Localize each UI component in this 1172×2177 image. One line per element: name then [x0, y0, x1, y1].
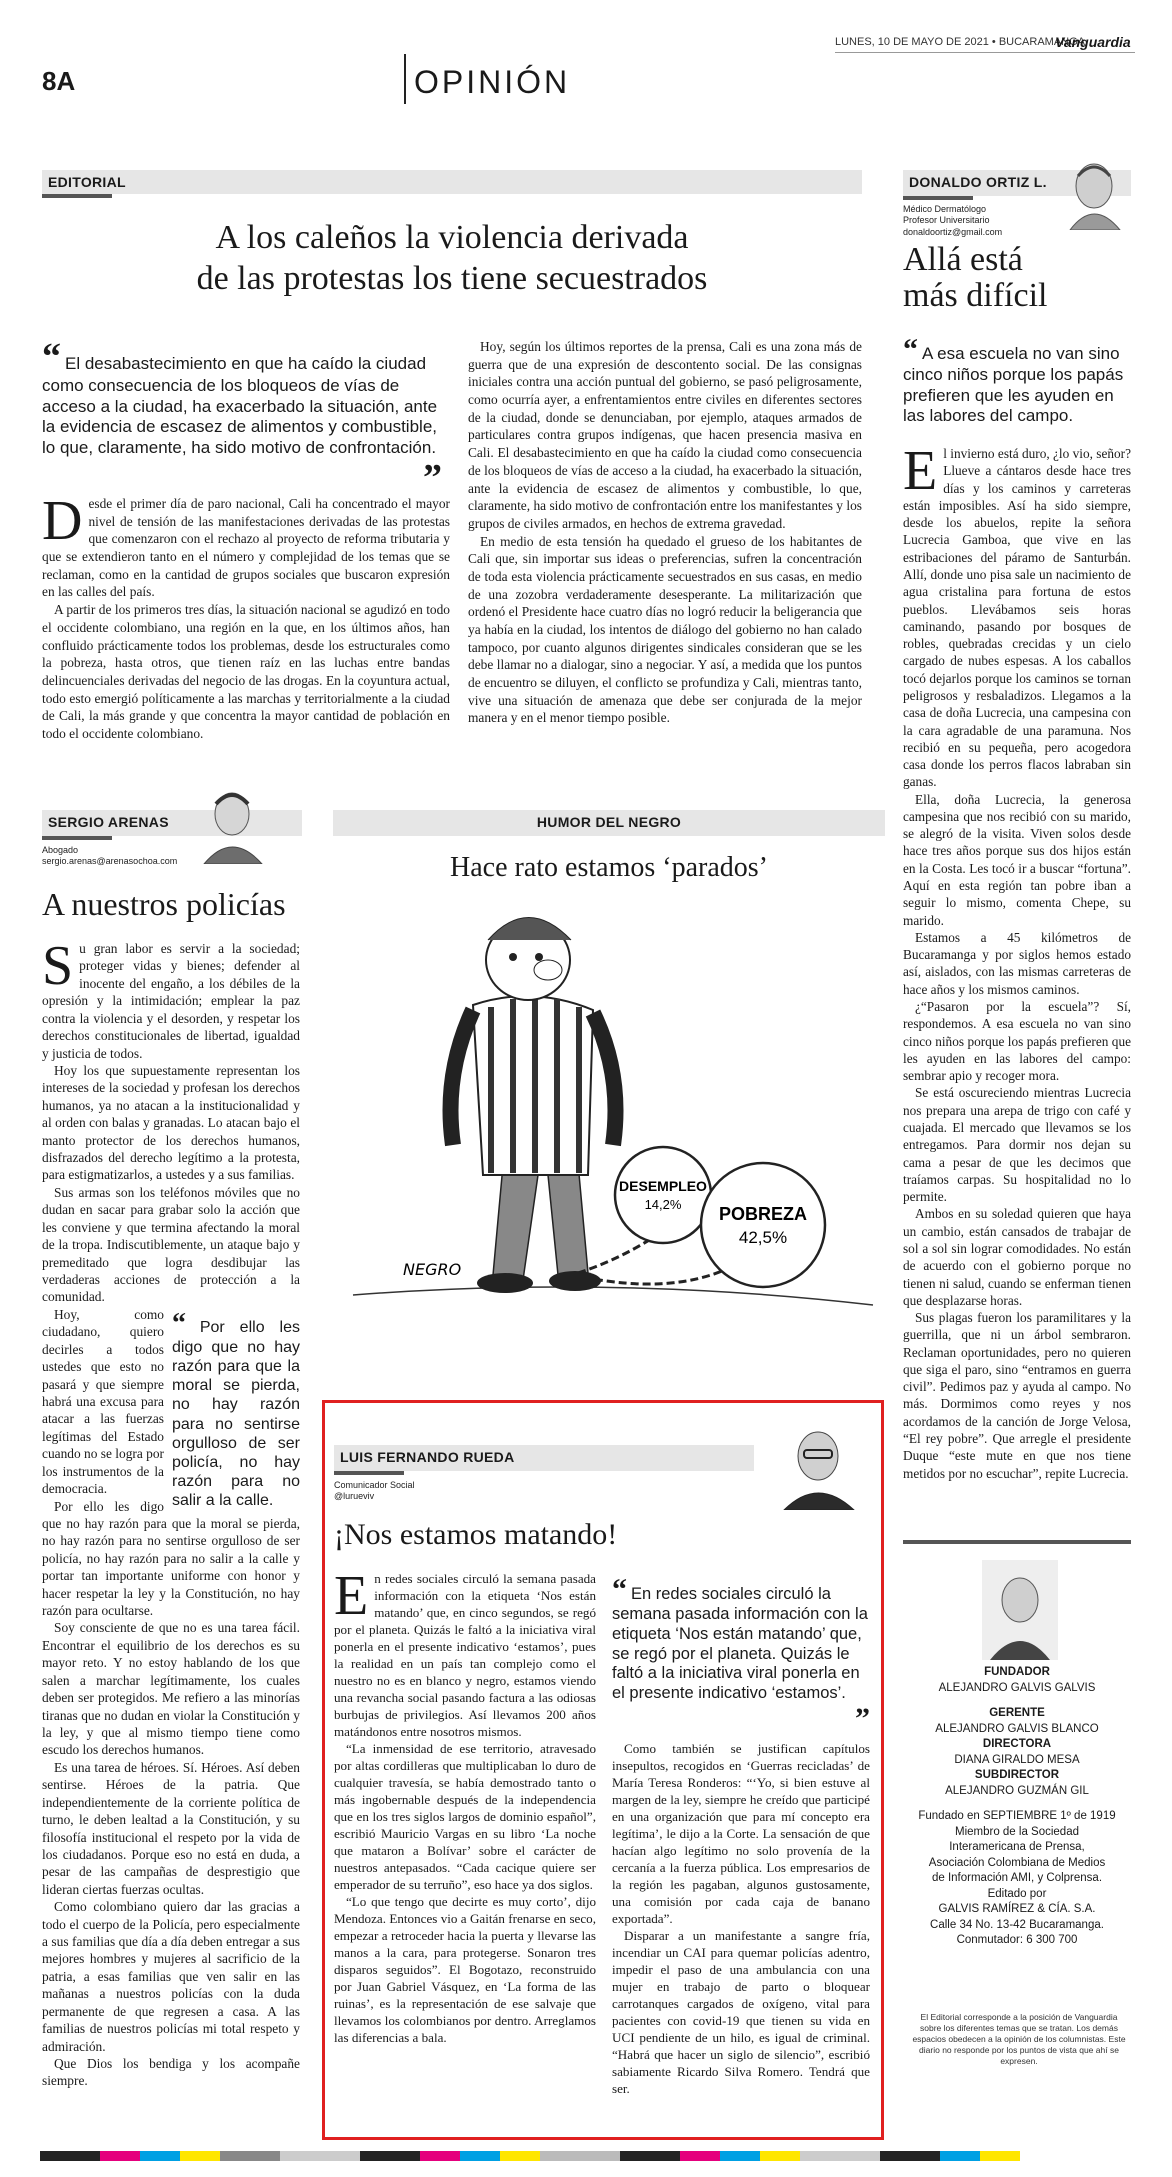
rueda-headline: ¡Nos estamos matando! [334, 1518, 618, 1551]
editorial-headline: A los caleños la violencia derivada de las protestas los tiene secuestrados [196, 219, 708, 297]
rueda-kicker: LUIS FERNANDO RUEDA [340, 1449, 515, 1465]
ortiz-body: El invierno está duro, ¿lo vio, señor? Llueve a cántaros desde hace tres días y los caminos y carreteras están imposibles. Así ha sido siempre, desde los abuelos, repite la señora Lucrecia Gamboa, que vive en las estribaciones del páramo de Santurbán. Allí, donde uno pisa sale un nacimiento de agua cristalina para fortuna de estos pueblos. Llevábamos seis horas caminando, pasando por bosques de robles, quebradas crecidas y un cielo cargado de nubes espesas. A los caballos tocó dejarlos porque los caminos se tornan peligrosos y resbaladizos. Llegamos a la casa de doña Lucrecia, una campesina con la cara agradable de una paramuna. Nos recibió en su pequeña, pero acogedora casa donde los perros flacos labraban sin ganas. Ella, doña Lucrecia, la generosa campesina que nos recibió con su marido, se alegró de la visita. Viven solos desde hace tres años porque sus dos hijos están en la Costa. Les tocó ir a buscar “fortuna”. Aquí en esta región tan pobre iban a seguir lo mismo, comenta Chepe, su marido. Estamos a 45 kilómetros de Bucaramanga y por siglos hemos estado así, aislados, con las mismas carreteras de hace años y los mismos caminos. ¿“Pasaron por la escuela”? Sí, respondemos. A esa escuela no van sino cinco niños porque los papás prefieren que les ayuden en las labores del campo: sembrar apio y recoger mora. Se está oscureciendo mientras Lucrecia nos prepara una arepa de trigo con café y cuajada. El mercado que llevamos se los entregamos. Para dormir nos dejan su cama a pesar de que les decimos que traíamos carpas. Su hospitalidad no lo permite. Ambos en su soledad quieren que haya un cambio, están cansados de trabajar de sol a sol sin lograr comodidades. No están de acuerdo con el gobierno porque no tienen ni salud, cuando se enferman tienen que desplazarse horas. Sus plagas fueron los paramilitares y la guerrilla, que ni un árbol sembraron. Reclaman oportunidades, pero no quieren que siga el paro, sino “entramos en guerra civil”. Pedimos paz y ayuda al campo. No más. Dormimos como reyes y nos acordamos de la canción de Jorge Velosa, “El rey pobre”. Que arregle el presidente Duque “este mute en que nos tiene metidos por no escuchar”, repite Lucrecia. [903, 440, 1131, 1481]
editorial-column-1: Desde el primer día de paro nacional, Cali ha concentrado el mayor nivel de tensión de las manifestaciones derivadas de las protestas que comenzaron con el rechazo al proyecto de reforma tributaria y que se extendieron tanto en el número y complejidad de los temas que se reclaman, como en la cantidad de grupos sociales que buscaron expresión en las calles del país. A partir de los primeros tres días, la situación nacional se agudizó en todo el occidente colombiano, una región en la que, en los últimos años, han confluido prácticamente todos los problemas, desde los estructurales como la pobreza, hasta otros, que tienen raíz en las luchas entre bandas delincuenciales derivadas del negocio de las drogas. En la coyuntura actual, todo esto emergió políticamente a las marchas y territorialmente a la ciudad de Cali, la más grande y que concentra la mayor cantidad de población en todo el occidente colombiano. [42, 490, 450, 741]
rueda-column-2: Como también se justifican capítulos insepultos, recogidos en ‘Guerras recicladas’ de María Teresa Ronderos: “‘Yo, si bien estuve al margen de la ley, siempre he creído que participé en una organización que para mí concepto era legítima’, le dijo a la Corte. La sensación de que hacían algo legítimo no solo provenía de la cercanía a la fuerza pública. Los empresarios de la región les pagaban, algunos gustosamente, una comisión por cada caja de banano exportada”. Disparar a un manifestante a sangre fría, incendiar un CAI para quemar policías adentro, impedir el paso de una ambulancia con una mujer en trabajo de parto o bloquear carrotanques cargados de oxígeno, vital para pacientes con covid-19 que tienen su vida en UCI pendiente de un hilo, es igual de criminal. “Habrá que hacer un siglo de silencio”, escribió sabiamente Ricardo Silva Romero. Tendrá que ser. [612, 1741, 870, 2097]
section-label: OPINIÓN [414, 64, 571, 100]
rueda-column-1: En redes sociales circuló la semana pasada información con la etiqueta ‘Nos están matando’ que, en cinco segundos, se regó por el planeta. Quizás le faltó a la iniciativa viral ponerla en el presente indicativo ‘estamos’, pues la realidad en un país tan complejo como el nuestro no es en blanco y negro, estamos viendo una revancha social pasando factura a las odiosas burbujas de privilegios. Así llevamos 200 años matándonos entre nosotros mismos. “La inmensidad de ese territorio, atravesado por altas cordilleras que multiplicaban lo duro de cualquier travesía, se había demostrado tanto o más ingobernable después de la independencia que en los tres siglos largos de dominio español”, escribió Mauricio Vargas en su libro ‘La noche que mataron a Bolívar’ sobre el carácter de nuestros antepasados. “Cada cacique quiere ser emperador de su terruño”, eso hace ya dos siglos. “Lo que tengo que decirte es muy corto’, dijo Mendoza. Entonces vio a Gaitán frenarse en seco, empezar a retroceder hacia la puerta y llevarse las manos a la cara, para protegerse. Sonaron tres disparos seguidos”. El Bogotazo, reconstruido por Juan Gabriel Vásquez, en ‘La forma de las ruinas’, es la representación de ese salvaje que llevamos los colombianos por dentro. Arreglamos las diferencias a bala. [334, 1565, 596, 2046]
arenas-body: Su gran labor es servir a la sociedad; proteger vidas y bienes; defender al inocente del engaño, a los débiles de la opresión y la intimidación; emplear la paz contra la violencia y el desorden, y respetar los derechos constitucionales de libertad, igualdad y justicia de todos. Hoy los que supuestamente representan los intereses de la sociedad y profesan los derechos humanos, ya no atacan a la institucionalidad y al orden con balas y granadas. Lo atacan bajo el manto protector de los derechos humanos, disfrazados del derecho legítimo a la protesta, para estigmatizarlos, a ustedes y a sus familias. Sus armas son los teléfonos móviles que no dudan en sacar para grabar solo la acción que les conviene y que termina afectando la moral de la tropa. Indiscutiblemente, un ataque bajo y premeditado que logra desdibujar las verdaderas acciones de protección a la comunidad. “ Por ello les digo que no hay razón para que la moral se pierda, no hay razón para no sentirse orgulloso de ser policía, no hay razón para no salir a la calle. Hoy, como ciudadano, quiero decirles a todos ustedes que esto no pasará y que siempre habrá una excusa para atacar a las fuerzas legítimas del Estado cuando no se logra por los instrumentos de la democracia. Por ello les digo que no hay razón para que la moral se pierda, no hay razón para no sentirse orgulloso de ser policía, no hay razón para no salir a la calle y portar tan importante uniforme con honor y hacer respetar la ley y la Constitución, no hay razón para ocultarse. Soy consciente de que no es una tarea fácil. Encontrar el equilibrio de los derechos es su mayor reto. Y no estoy hablando de los que salen a marchar legítimamente, los cuales deben ser protegidos. Me refiero a las minorías tiranas que no dudan en violar la Constitución y la ley, y que al mismo tiempo tiene como escudo los derechos humanos. Es una tarea de héroes. Sí. Héroes. Así deben sentirse. Héroes de la patria. Que independientemente de la corriente política de turno, le deben lealtad a la Constitución, y su filosofía institucional el respeto por la vida de los ciudadanos. Porque eso no está en duda, a pesar de las campañas de desprestigio que lideran ciertas fuerzas ocultas. Como colombiano quiero dar las gracias a todo el cuerpo de la Policía, pero especialmente a sus familias que día a día deben entregar a sus mejores hombres y mujeres al sacrificio de la patria, a esas familias que ven salir en las mañanas a nuestros policías con la duda permanente de que regresen a casa. A las familias de nuestros policías mi total respeto y admiración. Que Dios los bendiga y los acompañe siempre. [42, 935, 300, 2089]
arenas-headline: A nuestros policías [42, 886, 286, 922]
ortiz-kicker: DONALDO ORTIZ L. [909, 174, 1047, 190]
masthead-disclaimer: El Editorial corresponde a la posición de Vanguardia sobre los diferentes temas que se tratan. Los demás espacios obedecen a la opinión de los columnistas. Este diario no responde por los puntos de vista que ahí se expresen. [912, 2012, 1126, 2067]
cartoon-ball1-value: 14,2% [644, 1197, 682, 1212]
arenas-bio: Abogado sergio.arenas@arenasochoa.com [42, 845, 178, 867]
close-quote-icon: ” [423, 456, 442, 499]
editorial-kicker: EDITORIAL [42, 170, 862, 194]
ortiz-pull-quote: “ A esa escuela no van sino cinco niños porque los papás prefieren que les ayuden en las labores del campo. [903, 333, 1124, 426]
close-quote-icon: ” [855, 1701, 870, 1735]
editorial-pull-quote: “ El desabastecimiento en que ha caído la ciudad como consecuencia de los bloqueos de vías de acceso a la ciudad, ha exacerbado la situación, ante la evidencia de escasez de alimentos y combustible, lo que, claramente, ha sido motivo de confrontación. ” [42, 336, 442, 499]
print-color-bar [40, 2148, 1132, 2158]
kicker-underline [903, 196, 973, 200]
kicker-underline [42, 194, 112, 198]
open-quote-icon: “ [903, 333, 918, 366]
cartoon-illustration [333, 895, 885, 1335]
rueda-kicker-bar [334, 1445, 754, 1471]
open-quote-icon: “ [172, 1307, 186, 1339]
section-divider [404, 54, 406, 104]
arenas-portrait-avatar [190, 780, 274, 864]
kicker-underline [42, 836, 112, 840]
cartoon-ball1-label: DESEMPLEO [619, 1178, 707, 1194]
rueda-pull-quote: “ En redes sociales circuló la semana pasada información con la etiqueta ‘Nos están matando’ que, se regó por el planeta. Quizás le faltó a la iniciativa viral ponerla en el presente indicativo ‘estamos’. ” [612, 1573, 870, 1735]
brand-logo: Vanguardia [1055, 34, 1131, 50]
cartoon-kicker: HUMOR DEL NEGRO [536, 814, 682, 830]
dateline: LUNES, 10 DE MAYO DE 2021 • BUCARAMANGA [835, 36, 1086, 48]
cartoon-headline: Hace rato estamos ‘parados’ [450, 852, 768, 883]
masthead: FUNDADOR ALEJANDRO GALVIS GALVIS GERENTE ALEJANDRO GALVIS BLANCO DIRECTORA DIANA GIRALDO MESA SUBDIRECTOR ALEJANDRO GUZMÁN GIL Fundado en SEPTIEMBRE 1º de 1919 Miembro de la Sociedad Interamericana de Prensa, Asociación Colombiana de Medios de Información AMI, y Colprensa. Editado por GALVIS RAMÍREZ & CÍA. S.A. Calle 34 No. 13-42 Bucaramanga. Conmutador: 6 300 700 [918, 1666, 1116, 1947]
open-quote-icon: “ [612, 1573, 627, 1606]
founder-portrait [982, 1560, 1058, 1660]
kicker-underline [334, 1471, 404, 1475]
arenas-pull-quote: “ Por ello les digo que no hay razón para que la moral se pierda, no hay razón para no sentirse orgulloso de ser policía, no hay razón para no salir a la calle. [172, 1307, 300, 1510]
page-number: 8A [42, 66, 76, 96]
ortiz-bio: Médico Dermatólogo Profesor Universitario donaldoortiz@gmail.com [903, 204, 1003, 237]
rueda-portrait-avatar [770, 1420, 866, 1510]
editorial-column-2: Hoy, según los últimos reportes de la prensa, Cali es una zona más de guerra que de una expresión de descontento social. De las consignas iniciales contra una acción puntual del gobierno, se pasó peligrosamente, como ocurría ayer, a enfrentamientos entre civiles en diferentes sectores de la ciudad, donde se denunciaban, por ejemplo, ataques armados de particulares contra grupos indígenas, que hacen presencia masiva en Cali. El desabastecimiento en que ha caído la ciudad como consecuencia de los bloqueos de vías de acceso a la ciudad, ha exacerbado la situación, ante la evidencia de escasez de alimentos y combustible, lo que, claramente, ha sido motivo de confrontación entre los manifestantes y los grupos de civiles armados, en hechos de extrema gravedad. En medio de esta tensión ha quedado el grueso de los habitantes de Cali que, sin importar sus ideas o preferencias, sufren la concentración de toda esta violencia prácticamente secuestrados en sus casas, en medio de una zozobra verdaderamente desesperante. La militarización que ordenó el Presidente hace cuatro días no logró reducir la beligerancia que ya había en la ciudad, los intentos de diálogo del gobierno no han calado tampoco, por cuanto algunos dirigentes sindicales consideran que se les debe llamar no a dialogar, sino a negociar. Y así, a medida que los puntos de encuentro se diluyen, el conflicto se profundiza y Cali, mientras tanto, vive una situación de amenaza que debe ser conjurada de la mejor manera y en el menor tiempo posible. [468, 339, 862, 726]
ortiz-headline: Allá está más difícil [903, 241, 1048, 314]
arenas-kicker: SERGIO ARENAS [48, 814, 169, 830]
editorial-kicker-bar [42, 170, 862, 194]
cartoon-ball2-label: POBREZA [718, 1204, 808, 1224]
cartoon-kicker-bar [333, 810, 885, 836]
masthead-rule [903, 1540, 1131, 1544]
header-rule [835, 52, 1135, 53]
ortiz-portrait-avatar [1050, 150, 1134, 230]
cartoon-signature: NEGRO [403, 1260, 462, 1279]
rueda-bio: Comunicador Social @lurueviv [334, 1480, 415, 1502]
open-quote-icon: “ [42, 336, 61, 378]
cartoon-ball2-value: 42,5% [738, 1228, 788, 1247]
